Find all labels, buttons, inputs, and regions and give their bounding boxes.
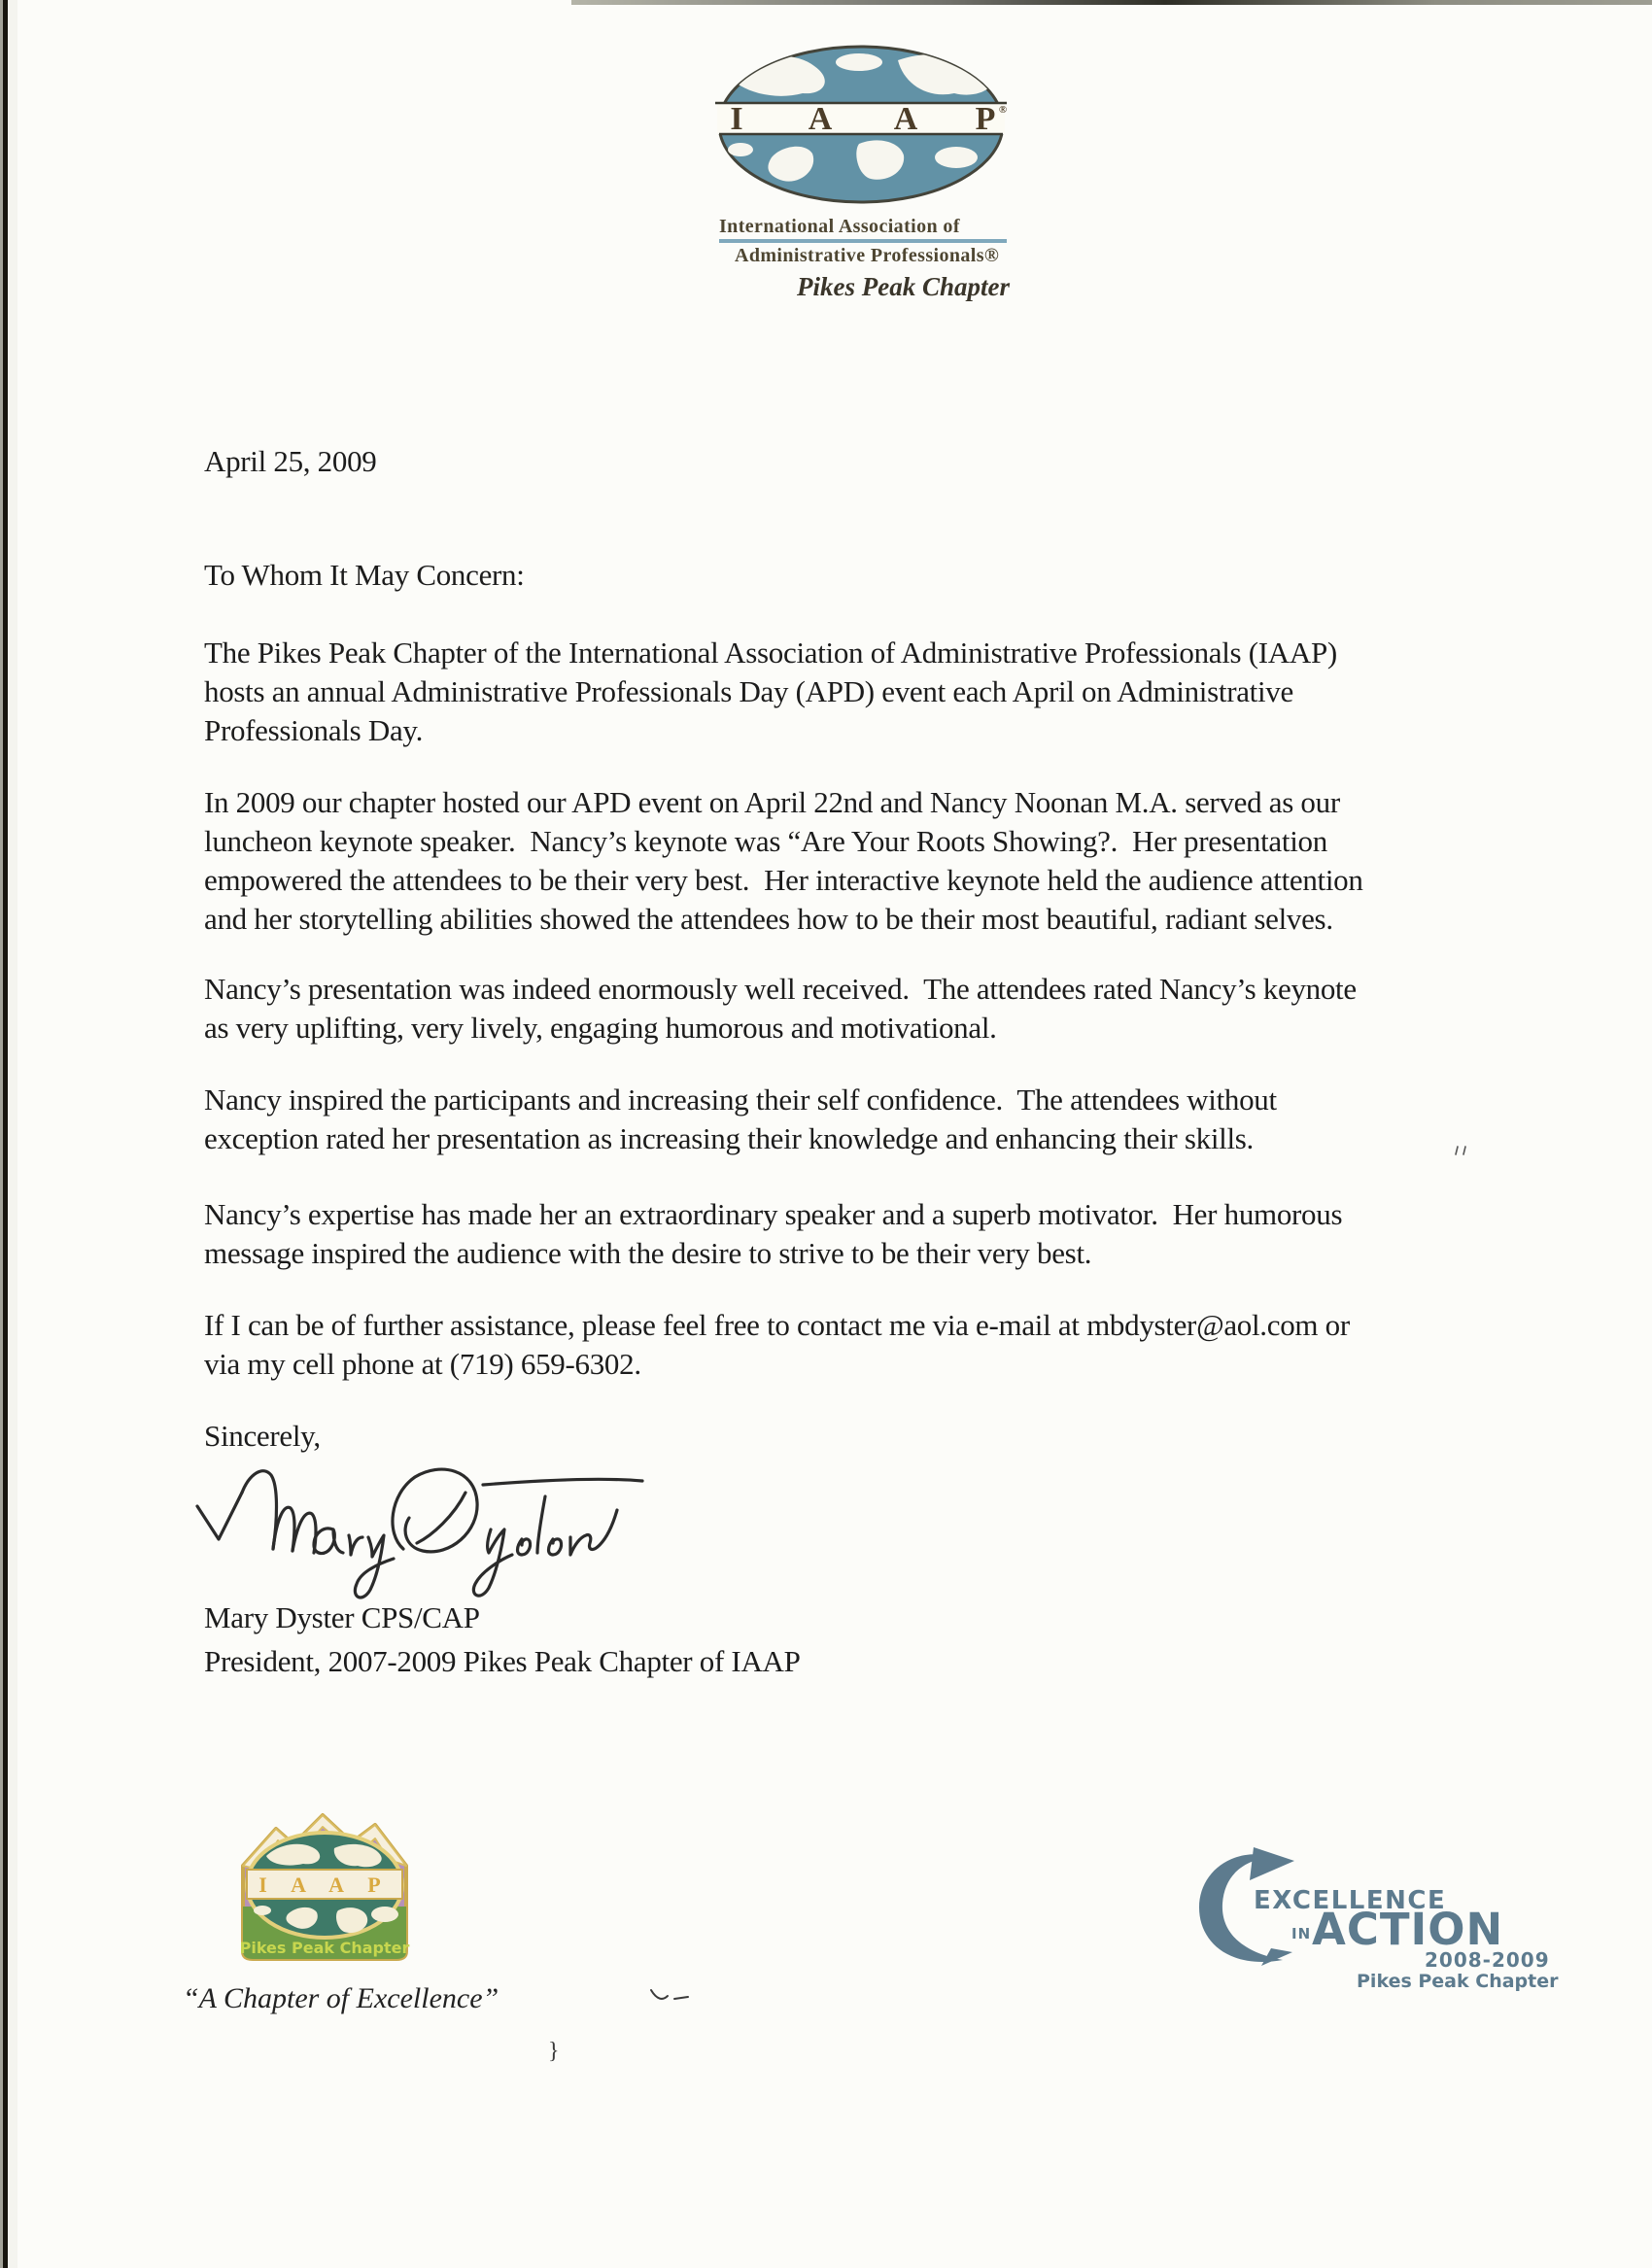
paragraph-line: empowered the attendees to be their very best. Her interactive keynote held the audience attention: [204, 863, 1363, 897]
award-word-in: IN: [1291, 1925, 1312, 1942]
paragraph-line: The Pikes Peak Chapter of the International Association of Administrative Professionals (IAAP): [204, 636, 1337, 670]
paragraph-2: [204, 783, 1565, 939]
salutation: To Whom It May Concern:: [204, 558, 525, 592]
award-chapter-label: Pikes Peak Chapter: [1357, 1971, 1559, 1992]
award-word-excellence: EXCELLENCE: [1254, 1886, 1447, 1915]
paragraph-line: If I can be of further assistance, please feel free to contact me via e-mail at mbdyster@aol.com or: [204, 1308, 1350, 1342]
paragraph-5: [204, 1195, 1565, 1273]
paragraph-line: as very uplifting, very lively, engaging humorous and motivational.: [204, 1011, 997, 1045]
paragraph-6: [204, 1306, 1565, 1384]
paragraph-line: Nancy’s presentation was indeed enormously well received. The attendees rated Nancy’s keynote: [204, 972, 1357, 1006]
paragraph-4: [204, 1081, 1565, 1158]
paragraph-line: and her storytelling abilities showed the attendees how to be their most beautiful, radiant selves.: [204, 902, 1333, 936]
paragraph-line: In 2009 our chapter hosted our APD event on April 22nd and Nancy Noonan M.A. served as our: [204, 785, 1340, 819]
chapter-name: Pikes Peak Chapter: [797, 272, 1010, 301]
paragraph-line: Nancy’s expertise has made her an extraordinary speaker and a superb motivator. Her humorous: [204, 1197, 1343, 1231]
paragraph-line: via my cell phone at (719) 659-6302.: [204, 1347, 641, 1381]
paragraph-line: hosts an annual Administrative Professionals Day (APD) event each April on Administrative: [204, 674, 1293, 708]
iaap-globe-logo-icon: [715, 43, 1007, 206]
signature: [189, 1456, 646, 1616]
globe-letter-p: P: [975, 101, 996, 137]
stray-mark: [1454, 1145, 1471, 1158]
signer-name: Mary Dyster CPS/CAP: [204, 1600, 480, 1634]
letterhead: [707, 43, 1018, 302]
badge-iaap-letters: I A A P: [258, 1873, 391, 1897]
org-name-line2: Administrative Professionals®: [735, 245, 1000, 266]
paragraph-line: Professionals Day.: [204, 713, 424, 747]
paragraph-3: [204, 970, 1565, 1048]
paragraph-line: exception rated her presentation as increasing their knowledge and enhancing their skills.: [204, 1121, 1255, 1155]
chapter-of-excellence-caption: “A Chapter of Excellence”: [183, 1982, 499, 2014]
stray-mark: }: [548, 2039, 560, 2064]
letterhead-divider: [719, 239, 1007, 243]
badge-chapter-label: Pikes Peak Chapter: [239, 1939, 410, 1957]
scan-edge-left-gap: [8, 0, 17, 2268]
pikes-peak-chapter-badge-icon: [233, 1809, 416, 1963]
globe-letter-a2: A: [893, 101, 918, 137]
letter-date: April 25, 2009: [204, 444, 377, 478]
paragraph-line: luncheon keynote speaker. Nancy’s keynote was “Are Your Roots Showing?. Her presentation: [204, 824, 1327, 858]
scan-edge-top-line: [571, 0, 1652, 5]
signer-title: President, 2007-2009 Pikes Peak Chapter of IAAP: [204, 1644, 801, 1678]
award-word-action: ACTION: [1312, 1904, 1504, 1955]
globe-registered-mark: ®: [998, 104, 1007, 116]
paragraph-line: Nancy inspired the participants and increasing their self confidence. The attendees without: [204, 1082, 1277, 1117]
globe-letter-i: I: [730, 101, 743, 137]
paragraph-1: [204, 634, 1565, 750]
org-name-line1: International Association of: [719, 216, 960, 237]
globe-letter-a1: A: [808, 101, 833, 137]
excellence-in-action-logo: [1193, 1839, 1559, 2005]
stray-mark: [649, 1988, 692, 2006]
award-years: 2008-2009: [1425, 1948, 1550, 1972]
paragraph-line: message inspired the audience with the desire to strive to be their very best.: [204, 1236, 1092, 1270]
closing: Sincerely,: [204, 1419, 321, 1453]
